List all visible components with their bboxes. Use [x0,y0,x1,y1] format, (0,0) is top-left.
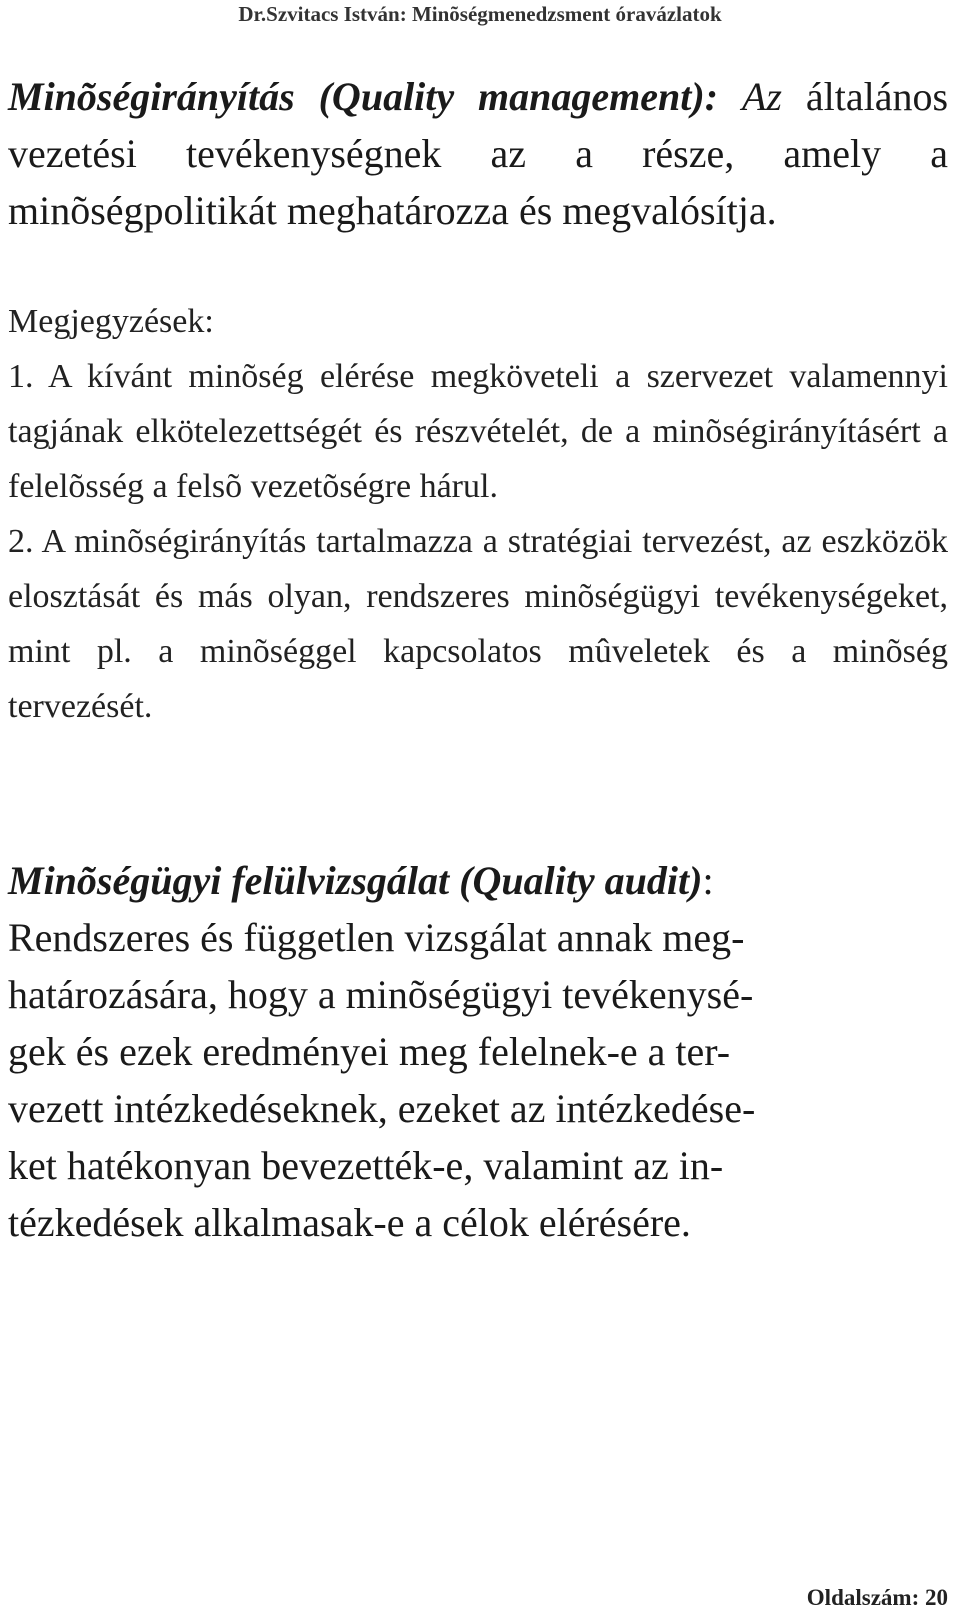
header-title: Dr.Szvitacs István: Minõségmenedzsment óravázlatok [238,2,722,26]
audit-definition-line: gek és ezek eredményei meg felelnek-e a ter- [8,1029,731,1074]
definition-text: általános vezetési tevékenységnek az a része, amely a minõségpolitikát meghatározza és megvalósítja. [8,74,949,233]
audit-definition-line: ket hatékonyan bevezették-e, valamint az in- [8,1143,724,1188]
audit-definition-line: vezett intézkedéseknek, ezeket az intézkedése- [8,1086,756,1131]
term-colon: : [702,858,714,903]
notes-heading: Megjegyzések: [8,303,214,340]
definition-quality-audit [8,852,913,1251]
definition-quality-management [8,68,948,239]
notes-block [8,294,948,734]
definition-start: Az [741,74,782,119]
note-item-2: 2. A minõségirányítás tartalmazza a stratégiai tervezést, az eszközök elosztását és más olyan, rendszeres minõségügyi tevékenységeket, mint pl. a minõséggel kapcsolatos mûveletek és a minõség tervezését. [8,523,948,725]
term-quality-management: Minõségirányítás (Quality management): [8,74,719,119]
note-item-1: 1. A kívánt minõség elérése megköveteli a szervezet valamennyi tagjának elkötelezettségét és részvételét, de a minõségirányításért a felelõsség a felsõ vezetõségre hárul. [8,358,948,505]
page-number: Oldalszám: 20 [806,1585,948,1610]
audit-definition-line: Rendszeres és független vizsgálat annak meg- [8,915,745,960]
term-quality-audit: Minõségügyi felülvizsgálat (Quality audit) [8,858,703,903]
audit-definition-line: határozására, hogy a minõségügyi tevékenysé- [8,972,754,1017]
page-header [0,2,960,26]
audit-definition-line: tézkedések alkalmasak-e a célok elérésére. [8,1200,691,1245]
